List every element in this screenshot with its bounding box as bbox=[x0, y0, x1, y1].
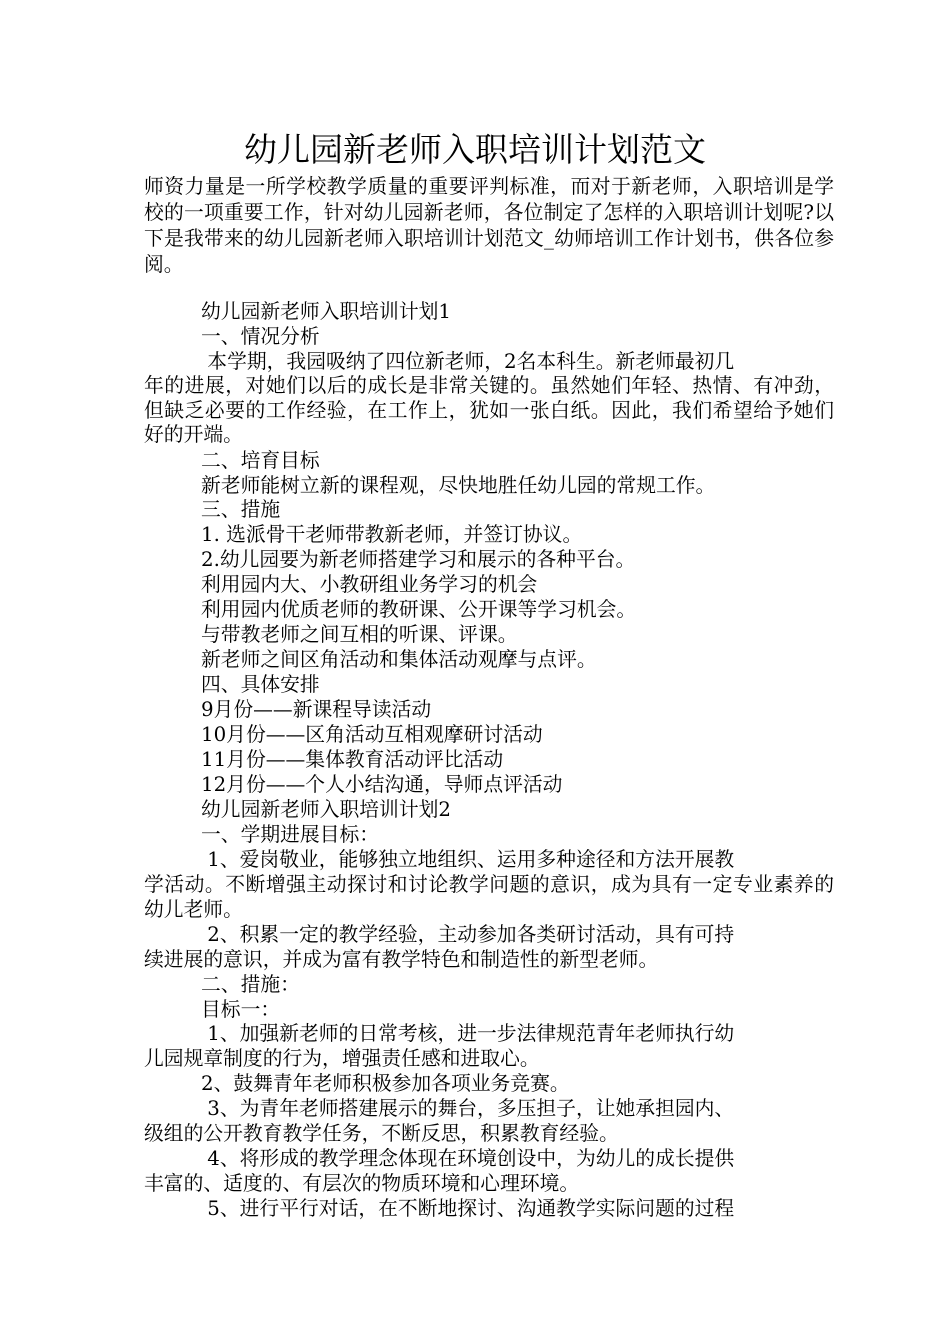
plan2-measure4-first-line: 4、将形成的教学理念体现在环境创设中，为幼儿的成长提供 bbox=[201, 1147, 735, 1170]
plan2-goal2-rest: 续进展的意识，并成为富有教学特色和制造性的新型老师。 bbox=[144, 948, 659, 971]
plan2-goal1-first-line: 1、爱岗敬业，能够独立地组织、运用多种途径和方法开展教 bbox=[201, 848, 735, 871]
plan2-section1-heading: 一、学期进展目标： bbox=[201, 823, 380, 846]
document-title: 幼儿园新老师入职培训计划范文 bbox=[244, 130, 706, 169]
plan2-target1-label: 目标一： bbox=[201, 998, 281, 1021]
plan2-measure5-first-line: 5、进行平行对话，在不断地探讨、沟通教学实际问题的过程 bbox=[201, 1197, 735, 1220]
plan1-heading: 幼儿园新老师入职培训计划1 bbox=[201, 300, 451, 323]
plan1-section1-heading: 一、情况分析 bbox=[201, 325, 320, 348]
plan2-measure1-rest: 儿园规章制度的行为，增强责任感和进取心。 bbox=[144, 1047, 540, 1070]
plan2-goal1-rest: 学活动。不断增强主动探讨和讨论教学问题的意识，成为具有一定专业素养的幼儿老师。 bbox=[144, 873, 834, 921]
intro-paragraph: 师资力量是一所学校教学质量的重要评判标准，而对于新老师，入职培训是学校的一项重要工作，针对幼儿园新老师，各位制定了怎样的入职培训计划呢?以下是我带来的幼儿园新老师入职培训计划范文_幼师培训工作计划书，供各位参阅。 bbox=[144, 175, 834, 276]
plan1-measure-item: 与带教老师之间互相的听课、评课。 bbox=[201, 623, 518, 646]
plan1-section1-para-first-line: 本学期，我园吸纳了四位新老师，2名本科生。新老师最初几 bbox=[201, 350, 735, 373]
plan2-section2-heading: 二、措施： bbox=[201, 973, 300, 996]
plan1-schedule-item: 12月份——个人小结沟通，导师点评活动 bbox=[201, 773, 563, 796]
plan1-schedule-item: 10月份——区角活动互相观摩研讨活动 bbox=[201, 723, 543, 746]
plan2-goal2-first-line: 2、积累一定的教学经验，主动参加各类研讨活动，具有可持 bbox=[201, 923, 735, 946]
plan2-measure2: 2、鼓舞青年老师积极参加各项业务竞赛。 bbox=[201, 1072, 570, 1095]
plan1-measure-item: 利用园内优质老师的教研课、公开课等学习机会。 bbox=[201, 598, 637, 621]
plan1-measure-item: 新老师之间区角活动和集体活动观摩与点评。 bbox=[201, 648, 597, 671]
plan1-measure-item: 1. 选派骨干老师带教新老师，并签订协议。 bbox=[201, 523, 583, 546]
plan1-schedule-item: 11月份——集体教育活动评比活动 bbox=[201, 748, 504, 771]
plan2-heading: 幼儿园新老师入职培训计划2 bbox=[201, 798, 451, 821]
plan1-section4-heading: 四、具体安排 bbox=[201, 673, 320, 696]
plan1-section2-heading: 二、培育目标 bbox=[201, 449, 320, 472]
plan2-measure1-first-line: 1、加强新老师的日常考核，进一步法律规范青年老师执行幼 bbox=[201, 1022, 735, 1045]
plan2-measure4-rest: 丰富的、适度的、有层次的物质环境和心理环境。 bbox=[144, 1172, 580, 1195]
plan1-section1-para-rest: 年的进展，对她们以后的成长是非常关键的。虽然她们年轻、热情、有冲劲，但缺乏必要的工作经验，在工作上，犹如一张白纸。因此，我们希望给予她们好的开端。 bbox=[144, 374, 834, 446]
plan1-schedule-item: 9月份——新课程导读活动 bbox=[201, 698, 432, 721]
plan1-measure-item: 利用园内大、小教研组业务学习的机会 bbox=[201, 573, 538, 596]
plan2-measure3-first-line: 3、为青年老师搭建展示的舞台，多压担子，让她承担园内、 bbox=[201, 1097, 735, 1120]
plan1-section2-text: 新老师能树立新的课程观，尽快地胜任幼儿园的常规工作。 bbox=[201, 474, 716, 497]
plan1-section3-heading: 三、措施 bbox=[201, 498, 281, 521]
plan1-measure-item: 2.幼儿园要为新老师搭建学习和展示的各种平台。 bbox=[201, 548, 636, 571]
plan2-measure3-rest: 级组的公开教育教学任务，不断反思，积累教育经验。 bbox=[144, 1122, 619, 1145]
